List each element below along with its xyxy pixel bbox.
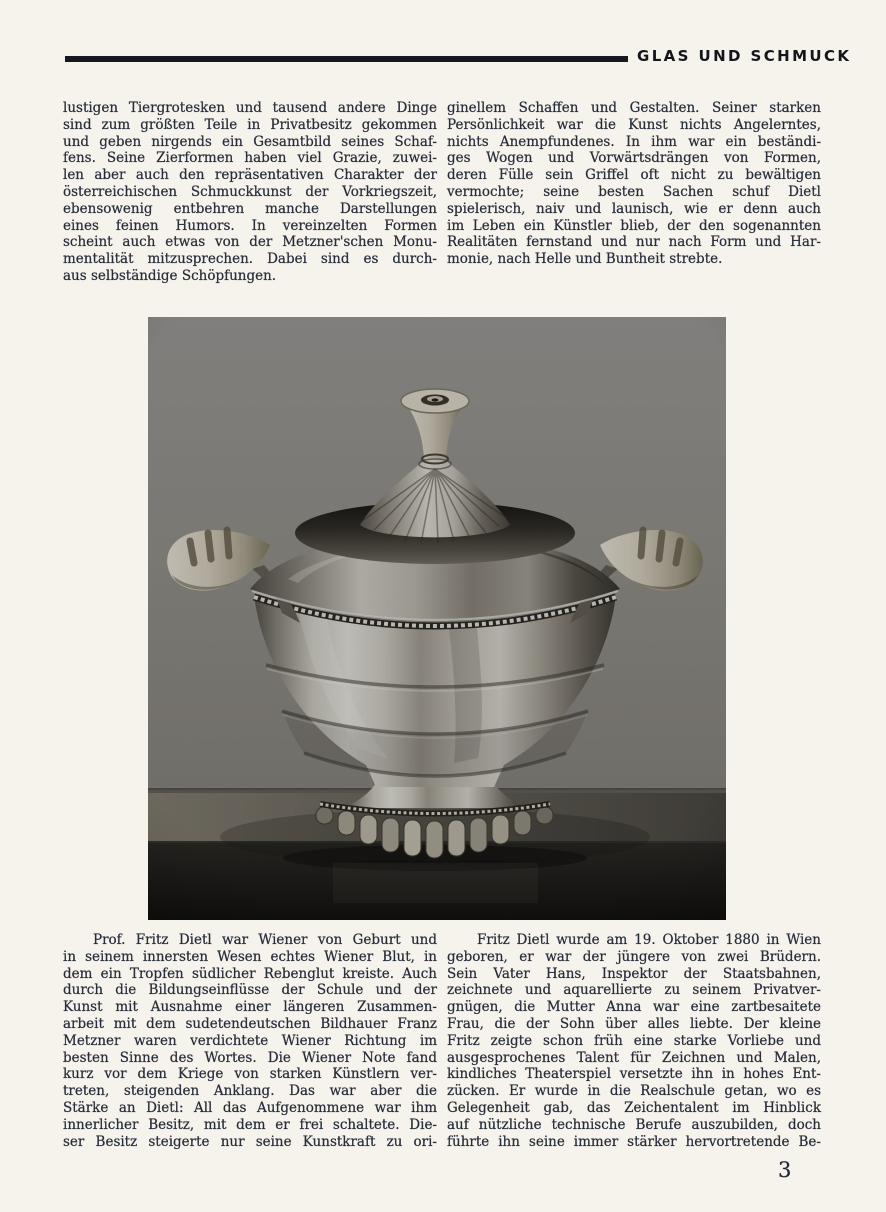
text-line: kurz vor dem Kriege von starken Künstlern ver- — [63, 1066, 437, 1083]
text-line: führte ihn seine immer stärker hervortretende Be- — [447, 1133, 821, 1150]
text-line: sind zum größten Teile in Privatbesitz gekommen — [63, 116, 437, 133]
text-line: Gelegenheit gab, das Zeichentalent im Hinblick — [447, 1099, 821, 1116]
text-line: monie, nach Helle und Buntheit strebte. — [447, 251, 723, 268]
text-line: spielerisch, naiv und launisch, wie er denn auch — [447, 200, 821, 217]
text-line: und geben nirgends ein Gesamtbild seines Schaf- — [63, 133, 437, 150]
text-line: im Leben ein Künstler blieb, der den sogenannten — [447, 217, 821, 234]
tureen-illustration — [148, 317, 726, 920]
text-line: ges Wogen und Vorwärtsdrängen von Formen, — [447, 150, 821, 167]
page-number: 3 — [778, 1158, 792, 1182]
text-line: Frau, die der Sohn über alles liebte. Der kleine — [447, 1015, 821, 1032]
column-top-left — [63, 100, 437, 285]
text-line: eines feinen Humors. In vereinzelten Formen — [63, 217, 437, 234]
text-line: nichts Anempfundenes. In ihm war ein beständi- — [447, 133, 821, 150]
text-line: Stärke an Dietl: All das Aufgenommene war ihm — [63, 1099, 437, 1116]
text-line: durch die Bildungseinflüsse der Schule und der — [63, 982, 437, 999]
text-line: kindliches Theaterspiel versetzte ihn in hohes Ent- — [447, 1066, 821, 1083]
text-line: dem ein Tropfen südlicher Rebenglut kreiste. Auch — [63, 965, 437, 982]
column-bottom-left — [63, 932, 437, 1150]
text-line: Realitäten fernstand und nur nach Form und Har- — [447, 234, 821, 251]
text-line: Fritz zeigte schon früh eine starke Vorliebe und — [447, 1032, 821, 1049]
text-line: arbeit mit dem sudetendeutschen Bildhauer Franz — [63, 1015, 437, 1032]
text-line: scheint auch etwas von der Metzner'schen Monu- — [63, 234, 437, 251]
text-line: in seinem innersten Wesen echtes Wiener Blut, in — [63, 948, 437, 965]
text-line: zeichnete und aquarellierte zu seinem Privatver- — [447, 982, 821, 999]
header-rule — [65, 56, 628, 62]
text-line: mentalität mitzusprechen. Dabei sind es durch- — [63, 251, 437, 268]
text-line: vermochte; seine besten Sachen schuf Dietl — [447, 183, 821, 200]
text-line: geboren, er war der jüngere von zwei Brüdern. — [447, 948, 821, 965]
bottom-text-section — [63, 932, 821, 1150]
text-line: len aber auch den repräsentativen Charakter der — [63, 167, 437, 184]
text-line: fens. Seine Zierformen haben viel Grazie, zuwei- — [63, 150, 437, 167]
text-line: Metzner waren verdichtete Wiener Richtung im — [63, 1032, 437, 1049]
text-line: Persönlichkeit war die Kunst nichts Angelerntes, — [447, 116, 821, 133]
text-line: besten Sinne des Wortes. Die Wiener Note fand — [63, 1049, 437, 1066]
text-line: gnügen, die Mutter Anna war eine zartbesaitete — [447, 999, 821, 1016]
text-line: Kunst mit Ausnahme einer längeren Zusammen- — [63, 999, 437, 1016]
column-top-right — [447, 100, 821, 285]
text-line: deren Fülle sein Griffel oft nicht zu bewältigen — [447, 167, 821, 184]
text-line: treten, steigenden Anklang. Das war aber die — [63, 1083, 437, 1100]
text-line: österreichischen Schmuckkunst der Vorkriegszeit, — [63, 183, 437, 200]
tureen-photograph — [148, 317, 726, 920]
text-line: lustigen Tiergrotesken und tausend andere Dinge — [63, 100, 437, 116]
text-line: Prof. Fritz Dietl war Wiener von Geburt und — [93, 932, 437, 948]
text-line: zücken. Er wurde in die Realschule getan, wo es — [447, 1083, 821, 1100]
text-line: Fritz Dietl wurde am 19. Oktober 1880 in Wien — [477, 932, 821, 948]
column-bottom-right — [447, 932, 821, 1150]
text-line: aus selbständige Schöpfungen. — [63, 267, 277, 284]
page-header-title: GLAS UND SCHMUCK — [637, 47, 852, 65]
text-line: ser Besitz steigerte nur seine Kunstkraft zu ori- — [63, 1133, 437, 1150]
text-line: auf nützliche technische Berufe auszubilden, doch — [447, 1116, 821, 1133]
text-line: ginellem Schaffen und Gestalten. Seiner starken — [447, 100, 821, 116]
top-text-section — [63, 100, 821, 285]
text-line: innerlicher Besitz, mit dem er frei schaltete. Die- — [63, 1116, 437, 1133]
text-line: Sein Vater Hans, Inspektor der Staatsbahnen, — [447, 965, 821, 982]
text-line: ebensowenig entbehren manche Darstellungen — [63, 200, 437, 217]
text-line: ausgesprochenes Talent für Zeichnen und Malen, — [447, 1049, 821, 1066]
